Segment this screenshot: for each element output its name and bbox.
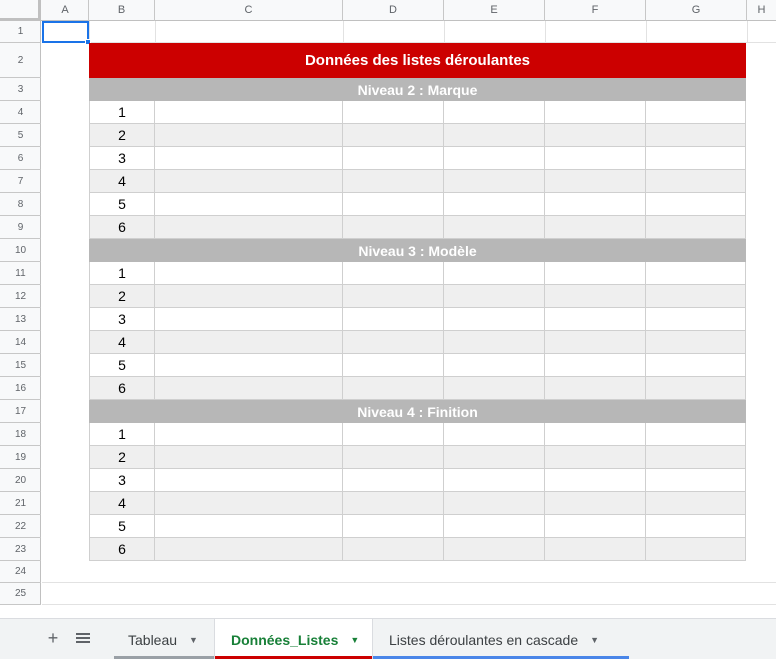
cell[interactable]: [444, 331, 545, 354]
cell[interactable]: [155, 101, 343, 124]
gridline: [444, 21, 445, 43]
row-number-cell[interactable]: 4: [89, 170, 155, 193]
table-row[interactable]: [89, 147, 746, 170]
cell[interactable]: [343, 101, 444, 124]
cell[interactable]: [444, 469, 545, 492]
row-header[interactable]: 14: [0, 331, 41, 354]
row-header[interactable]: 23: [0, 538, 41, 561]
row-number-cell[interactable]: 2: [89, 124, 155, 147]
table-row[interactable]: [89, 101, 746, 124]
cell[interactable]: [155, 492, 343, 515]
cell[interactable]: [545, 331, 646, 354]
column-header-g[interactable]: G: [646, 0, 747, 21]
table-row[interactable]: [89, 515, 746, 538]
cell[interactable]: [343, 423, 444, 446]
cell[interactable]: [155, 377, 343, 400]
table-row[interactable]: [89, 285, 746, 308]
cell[interactable]: [444, 515, 545, 538]
caret-down-icon[interactable]: ▼: [590, 634, 600, 645]
row-header[interactable]: 18: [0, 423, 41, 446]
cell[interactable]: [155, 538, 343, 561]
cell[interactable]: [155, 216, 343, 239]
cell[interactable]: [444, 124, 545, 147]
cell[interactable]: [155, 331, 343, 354]
cell[interactable]: [545, 216, 646, 239]
cell[interactable]: [646, 285, 746, 308]
tab-label: Listes déroulantes en cascade: [389, 631, 579, 648]
column-header-b[interactable]: B: [89, 0, 155, 21]
cell[interactable]: [343, 446, 444, 469]
table-row[interactable]: [89, 377, 746, 400]
table-row[interactable]: [89, 446, 746, 469]
select-all-corner[interactable]: [0, 0, 41, 21]
table-title[interactable]: Données des listes déroulantes: [89, 43, 746, 78]
cell[interactable]: [545, 101, 646, 124]
cell[interactable]: [646, 193, 746, 216]
cell[interactable]: [646, 492, 746, 515]
cell[interactable]: [343, 331, 444, 354]
row-number-cell[interactable]: 6: [89, 216, 155, 239]
cell[interactable]: [343, 147, 444, 170]
column-header-h[interactable]: H: [757, 4, 766, 16]
cell[interactable]: [646, 446, 746, 469]
cell[interactable]: [155, 193, 343, 216]
caret-down-icon[interactable]: ▼: [350, 634, 360, 645]
cell[interactable]: [545, 538, 646, 561]
cell[interactable]: [155, 285, 343, 308]
tab-tableau[interactable]: [114, 619, 214, 659]
table-row[interactable]: [89, 193, 746, 216]
table-row[interactable]: [89, 170, 746, 193]
cell[interactable]: [646, 262, 746, 285]
row-header[interactable]: 24: [0, 561, 41, 583]
column-header-c[interactable]: C: [155, 0, 343, 21]
cell[interactable]: [343, 492, 444, 515]
cell[interactable]: [646, 124, 746, 147]
row-header[interactable]: 3: [0, 78, 41, 101]
cell[interactable]: [646, 377, 746, 400]
cell[interactable]: [343, 216, 444, 239]
column-header-bar: [0, 0, 776, 21]
gridline: [155, 21, 156, 43]
cell[interactable]: [545, 147, 646, 170]
cell[interactable]: [343, 354, 444, 377]
cell[interactable]: [343, 262, 444, 285]
menu-list-icon[interactable]: [76, 633, 90, 645]
table-row[interactable]: [89, 216, 746, 239]
cell[interactable]: [343, 170, 444, 193]
cell[interactable]: [343, 538, 444, 561]
cell[interactable]: [545, 285, 646, 308]
row-header[interactable]: 17: [0, 400, 41, 423]
cell[interactable]: [444, 354, 545, 377]
row-header[interactable]: 22: [0, 515, 41, 538]
cell[interactable]: [155, 446, 343, 469]
cell[interactable]: [646, 308, 746, 331]
row-number-cell[interactable]: 4: [89, 492, 155, 515]
selected-cell-a1[interactable]: [42, 21, 89, 43]
row-header[interactable]: 9: [0, 216, 41, 239]
row-number-cell[interactable]: 3: [89, 469, 155, 492]
row-header[interactable]: 4: [0, 101, 41, 124]
cell[interactable]: [545, 262, 646, 285]
row-header[interactable]: 21: [0, 492, 41, 515]
table-row[interactable]: [89, 492, 746, 515]
tab-label: Tableau: [128, 631, 178, 648]
row-header[interactable]: 19: [0, 446, 41, 469]
cell[interactable]: [444, 216, 545, 239]
cell[interactable]: [545, 515, 646, 538]
cell[interactable]: [545, 423, 646, 446]
row-number-cell[interactable]: 6: [89, 377, 155, 400]
row-header[interactable]: 2: [0, 43, 41, 78]
row-number-cell[interactable]: 5: [89, 354, 155, 377]
column-header-d[interactable]: D: [343, 0, 444, 21]
cell[interactable]: [155, 423, 343, 446]
plus-icon[interactable]: +: [47, 628, 59, 648]
table-row[interactable]: [89, 423, 746, 446]
cell[interactable]: [155, 515, 343, 538]
cell[interactable]: [343, 308, 444, 331]
cell[interactable]: [155, 262, 343, 285]
cell[interactable]: [545, 124, 646, 147]
row-number-cell[interactable]: 3: [89, 147, 155, 170]
cell[interactable]: [646, 147, 746, 170]
row-number-cell[interactable]: 4: [89, 331, 155, 354]
row-header[interactable]: 8: [0, 193, 41, 216]
row-header[interactable]: 20: [0, 469, 41, 492]
cell[interactable]: [545, 377, 646, 400]
row-number-cell[interactable]: 2: [89, 285, 155, 308]
row-header[interactable]: 16: [0, 377, 41, 400]
table-row[interactable]: [89, 331, 746, 354]
tab-listes-deroulantes-en-cascade[interactable]: [373, 619, 629, 659]
table-row[interactable]: [89, 354, 746, 377]
row-header[interactable]: 6: [0, 147, 41, 170]
cell[interactable]: [155, 124, 343, 147]
row-number-cell[interactable]: 6: [89, 538, 155, 561]
cell[interactable]: [646, 469, 746, 492]
cell[interactable]: [155, 308, 343, 331]
table-row[interactable]: [89, 124, 746, 147]
cell[interactable]: [545, 469, 646, 492]
cell[interactable]: [646, 170, 746, 193]
sheet-tab-bar: [0, 618, 776, 659]
gridline: [747, 21, 748, 43]
row-number-cell[interactable]: 5: [89, 193, 155, 216]
cell[interactable]: [545, 193, 646, 216]
cell[interactable]: [343, 469, 444, 492]
tab-donnees-listes[interactable]: [215, 619, 372, 659]
row-number-cell[interactable]: 3: [89, 308, 155, 331]
caret-down-icon[interactable]: ▼: [189, 634, 198, 645]
table-row[interactable]: [89, 469, 746, 492]
cell[interactable]: [155, 170, 343, 193]
cell[interactable]: [444, 423, 545, 446]
column-header-f[interactable]: F: [545, 0, 646, 21]
cell[interactable]: [444, 377, 545, 400]
cell[interactable]: [545, 446, 646, 469]
cell[interactable]: [343, 124, 444, 147]
tab-label: Données_Listes: [231, 631, 339, 648]
column-header-a[interactable]: A: [42, 0, 89, 21]
cell[interactable]: [444, 285, 545, 308]
section-header-finition[interactable]: Niveau 4 : Finition: [89, 400, 746, 423]
section-header-modele[interactable]: Niveau 3 : Modèle: [89, 239, 746, 262]
row-header[interactable]: 25: [0, 583, 41, 605]
cell[interactable]: [444, 170, 545, 193]
row-number-cell[interactable]: 1: [89, 262, 155, 285]
row-header[interactable]: 11: [0, 262, 41, 285]
cell[interactable]: [646, 423, 746, 446]
row-header[interactable]: 7: [0, 170, 41, 193]
cell[interactable]: [343, 285, 444, 308]
cell[interactable]: [444, 538, 545, 561]
cell[interactable]: [444, 308, 545, 331]
gridline: [343, 21, 344, 43]
row-header[interactable]: 1: [0, 21, 41, 43]
column-header-e[interactable]: E: [444, 0, 545, 21]
cell[interactable]: [343, 515, 444, 538]
section-header-marque[interactable]: Niveau 2 : Marque: [89, 78, 746, 101]
cell[interactable]: [646, 101, 746, 124]
cell[interactable]: [545, 308, 646, 331]
cell[interactable]: [444, 446, 545, 469]
gridline: [545, 21, 546, 43]
cell[interactable]: [444, 262, 545, 285]
cell[interactable]: [646, 515, 746, 538]
cell[interactable]: [343, 193, 444, 216]
cell[interactable]: [646, 216, 746, 239]
cell[interactable]: [444, 101, 545, 124]
cell[interactable]: [155, 147, 343, 170]
cell[interactable]: [646, 331, 746, 354]
gridline: [42, 582, 776, 583]
cell[interactable]: [343, 377, 444, 400]
row-number-cell[interactable]: 5: [89, 515, 155, 538]
row-number-cell[interactable]: 1: [89, 101, 155, 124]
row-number-cell[interactable]: 1: [89, 423, 155, 446]
cell[interactable]: [444, 147, 545, 170]
table-row[interactable]: [89, 308, 746, 331]
cell[interactable]: [155, 469, 343, 492]
cell[interactable]: [545, 492, 646, 515]
gridline: [42, 604, 776, 605]
row-header-bar: [0, 21, 41, 605]
table-row[interactable]: [89, 538, 746, 561]
row-number-cell[interactable]: 2: [89, 446, 155, 469]
table-row[interactable]: [89, 262, 746, 285]
cell[interactable]: [545, 170, 646, 193]
cell[interactable]: [646, 538, 746, 561]
cell[interactable]: [444, 193, 545, 216]
cell[interactable]: [444, 492, 545, 515]
gridline: [646, 21, 647, 43]
cell[interactable]: [646, 354, 746, 377]
row-header[interactable]: 5: [0, 124, 41, 147]
row-header[interactable]: 13: [0, 308, 41, 331]
row-header[interactable]: 10: [0, 239, 41, 262]
row-header[interactable]: 15: [0, 354, 41, 377]
cell[interactable]: [155, 354, 343, 377]
cell[interactable]: [545, 354, 646, 377]
row-header[interactable]: 12: [0, 285, 41, 308]
cell-grid[interactable]: [42, 21, 776, 605]
